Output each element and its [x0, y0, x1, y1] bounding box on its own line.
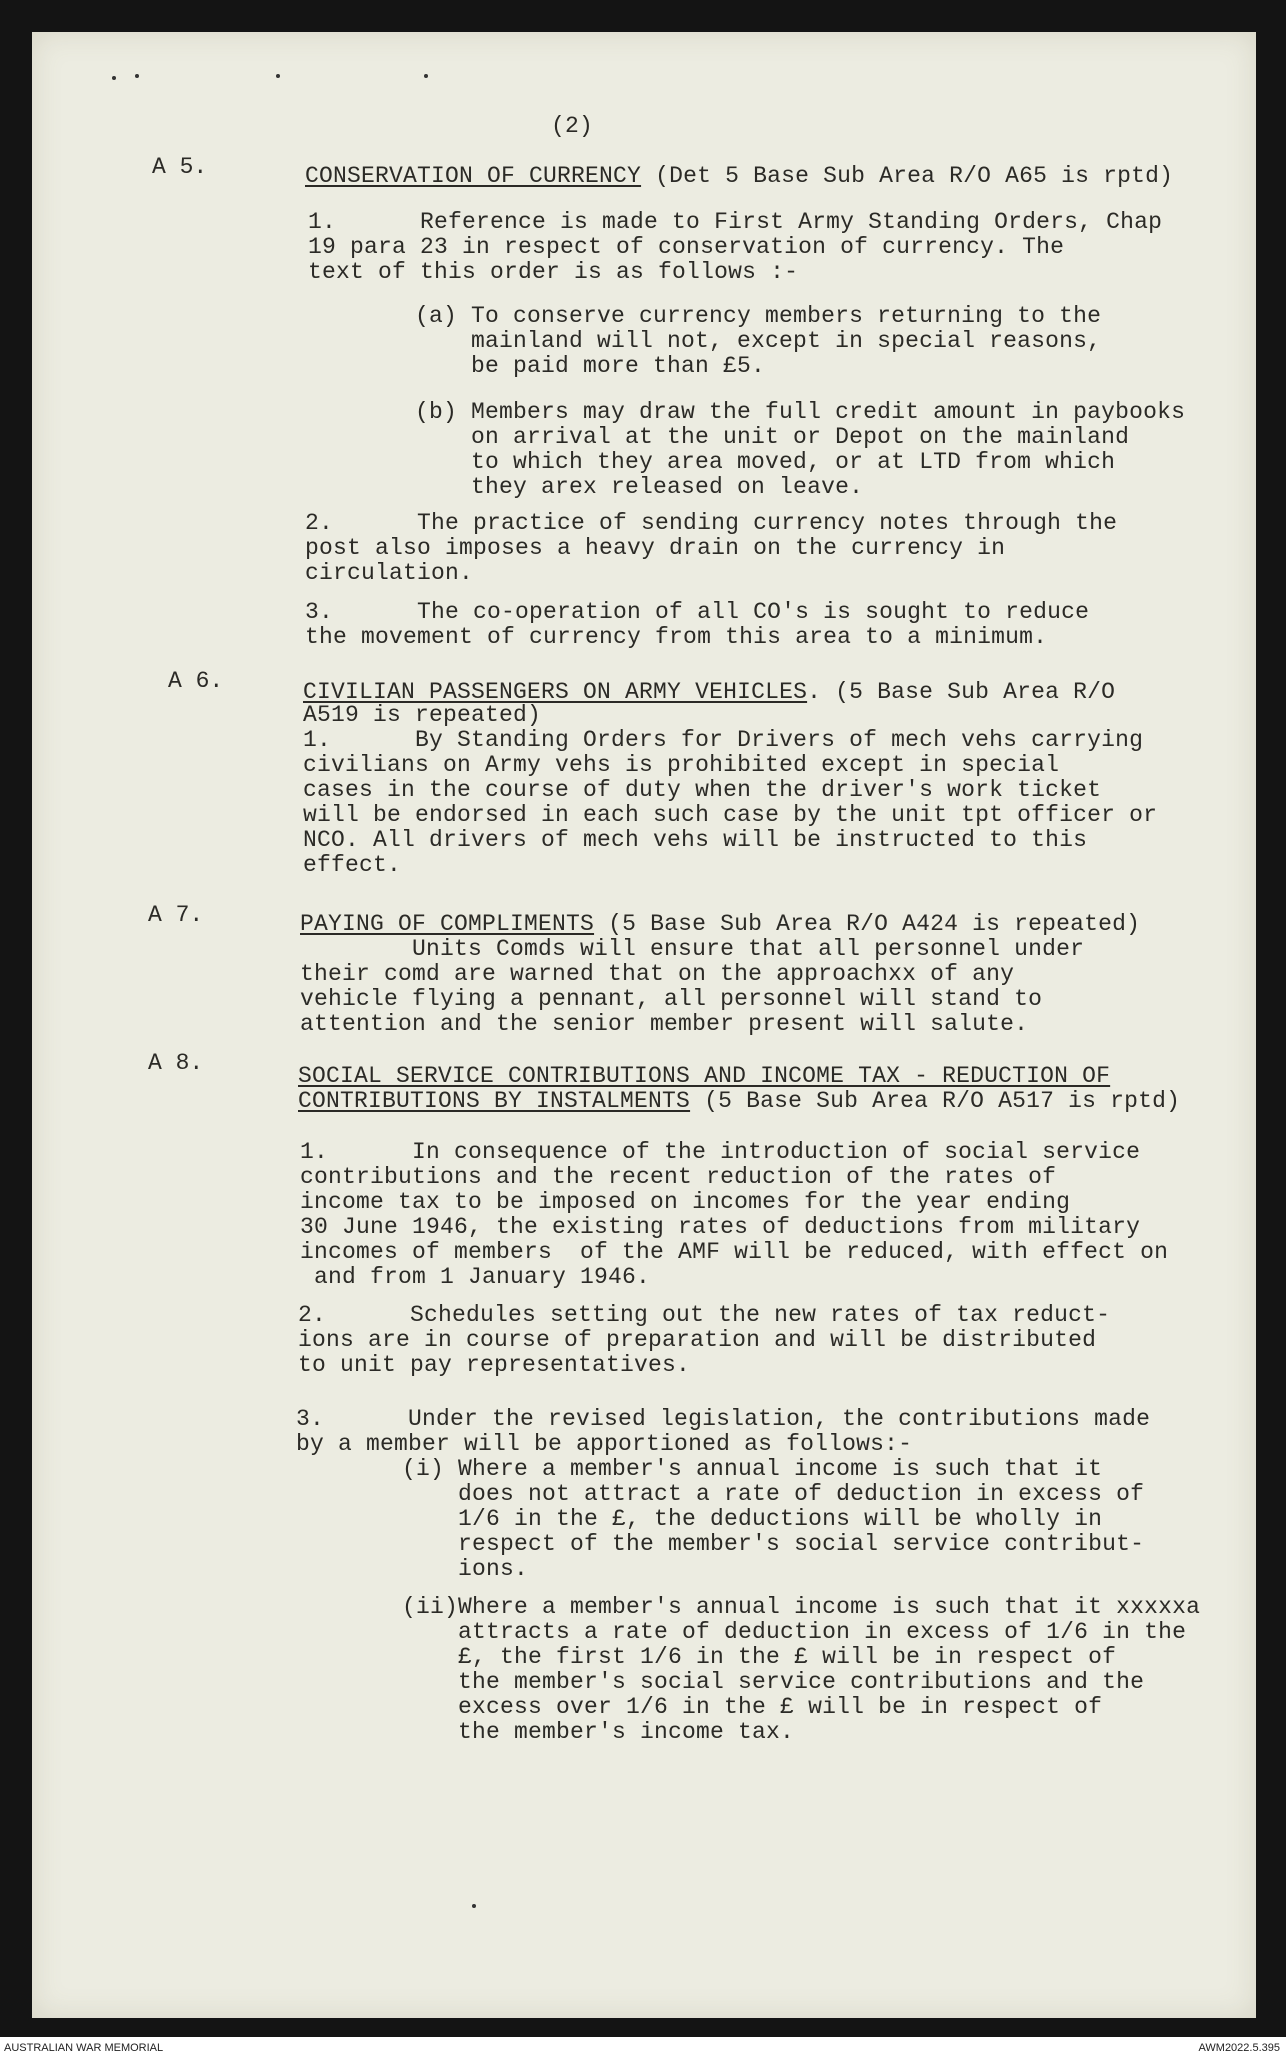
text-line: 1. Reference is made to First Army Standing Orders, Chap: [308, 209, 1163, 235]
text-line: A519 is repeated): [303, 702, 542, 728]
text-line: vehicle flying a pennant, all personnel will stand to: [300, 986, 1043, 1012]
punch-mark: [276, 74, 280, 78]
text-line: attracts a rate of deduction in excess of 1/6 in the: [402, 1619, 1187, 1645]
text-line: 1. By Standing Orders for Drivers of mech vehs carrying: [303, 727, 1144, 753]
section-heading: PAYING OF COMPLIMENTS: [300, 911, 595, 937]
text-line: civilians on Army vehs is prohibited except in special: [303, 752, 1060, 778]
text-line: 30 June 1946, the existing rates of deductions from military: [300, 1214, 1141, 1240]
text-line: Units Comds will ensure that all personnel under: [300, 936, 1085, 962]
section-number: A 5.: [152, 154, 208, 180]
footer-bar: [0, 2037, 1286, 2061]
section-heading: CONSERVATION OF CURRENCY: [305, 163, 642, 189]
footer-credit: AUSTRALIAN WAR MEMORIAL: [4, 2042, 164, 2054]
section-reference: (5 Base Sub Area R/O A424 is repeated): [594, 911, 1141, 937]
text-line: to unit pay representatives.: [298, 1352, 691, 1378]
text-line: be paid more than £5.: [415, 353, 766, 379]
text-line: attention and the senior member present will salute.: [300, 1011, 1029, 1037]
section-heading: SOCIAL SERVICE CONTRIBUTIONS AND INCOME TAX - REDUCTION OF: [298, 1063, 1111, 1089]
footer-accession-number: AWM2022.5.395: [1198, 2042, 1280, 2054]
section-heading-line: [298, 1089, 1180, 1114]
section-reference: (Det 5 Base Sub Area R/O A65 is rptd): [641, 163, 1174, 189]
text-line: 2. The practice of sending currency notes through the: [305, 510, 1118, 536]
text-line: and from 1 January 1946.: [300, 1264, 651, 1290]
text-line: (ii)Where a member's annual income is such that it xxxxxa: [402, 1594, 1201, 1620]
text-line: they arex released on leave.: [415, 474, 864, 500]
text-line: 3. The co-operation of all CO's is sought to reduce: [305, 599, 1090, 625]
text-line: mainland will not, except in special reasons,: [415, 328, 1102, 354]
page-number: (2): [551, 113, 594, 139]
text-line: income tax to be imposed on incomes for the year ending: [300, 1189, 1071, 1215]
text-line: NCO. All drivers of mech vehs will be instructed to this: [303, 827, 1088, 853]
text-line: cases in the course of duty when the driver's work ticket: [303, 777, 1102, 803]
section-heading: CIVILIAN PASSENGERS ON ARMY VEHICLES: [303, 679, 808, 705]
text-line: ions.: [402, 1556, 529, 1582]
text-line: the member's income tax.: [402, 1719, 795, 1745]
section-number: A 6.: [168, 668, 224, 694]
text-line: respect of the member's social service contribut-: [402, 1531, 1145, 1557]
section-heading-line: [300, 912, 1140, 937]
section-reference: . (5 Base Sub Area R/O: [807, 679, 1116, 705]
text-line: circulation.: [305, 560, 474, 586]
punch-mark: [472, 1904, 476, 1908]
section-heading-continued: CONTRIBUTIONS BY INSTALMENTS: [298, 1088, 691, 1114]
text-line: the movement of currency from this area to a minimum.: [305, 624, 1048, 650]
punch-mark: [135, 74, 139, 78]
text-line: (b) Members may draw the full credit amount in paybooks: [415, 399, 1186, 425]
text-line: on arrival at the unit or Depot on the mainland: [415, 424, 1130, 450]
text-line: the member's social service contributions and the: [402, 1669, 1145, 1695]
section-heading-line: [298, 1064, 1110, 1089]
text-line: will be endorsed in each such case by the unit tpt officer or: [303, 802, 1158, 828]
text-line: text of this order is as follows :-: [308, 259, 799, 285]
text-line: ions are in course of preparation and will be distributed: [298, 1327, 1097, 1353]
text-line: 1/6 in the £, the deductions will be wholly in: [402, 1506, 1103, 1532]
text-line: their comd are warned that on the approachxx of any: [300, 961, 1015, 987]
text-line: 1. In consequence of the introduction of social service: [300, 1139, 1141, 1165]
text-line: (i) Where a member's annual income is such that it: [402, 1456, 1103, 1482]
text-line: to which they area moved, or at LTD from which: [415, 449, 1116, 475]
text-line: effect.: [303, 852, 402, 878]
section-reference: (5 Base Sub Area R/O A517 is rptd): [690, 1088, 1181, 1114]
text-line: incomes of members of the AMF will be reduced, with effect on: [300, 1239, 1169, 1265]
text-line: 2. Schedules setting out the new rates of tax reduct-: [298, 1302, 1111, 1328]
text-line: 19 para 23 in respect of conservation of currency. The: [308, 234, 1065, 260]
text-line: excess over 1/6 in the £ will be in respect of: [402, 1694, 1103, 1720]
section-heading-line: [305, 164, 1173, 189]
text-line: contributions and the recent reduction of the rates of: [300, 1164, 1057, 1190]
section-number: A 8.: [148, 1050, 204, 1076]
punch-mark: [424, 74, 428, 78]
text-line: post also imposes a heavy drain on the currency in: [305, 535, 1006, 561]
text-line: £, the first 1/6 in the £ will be in respect of: [402, 1644, 1117, 1670]
text-line: (a) To conserve currency members returning to the: [415, 303, 1102, 329]
text-line: 3. Under the revised legislation, the contributions made: [296, 1406, 1151, 1432]
text-line: by a member will be apportioned as follows:-: [296, 1431, 913, 1457]
punch-mark: [112, 76, 116, 80]
text-line: does not attract a rate of deduction in excess of: [402, 1481, 1145, 1507]
section-number: A 7.: [148, 902, 204, 928]
